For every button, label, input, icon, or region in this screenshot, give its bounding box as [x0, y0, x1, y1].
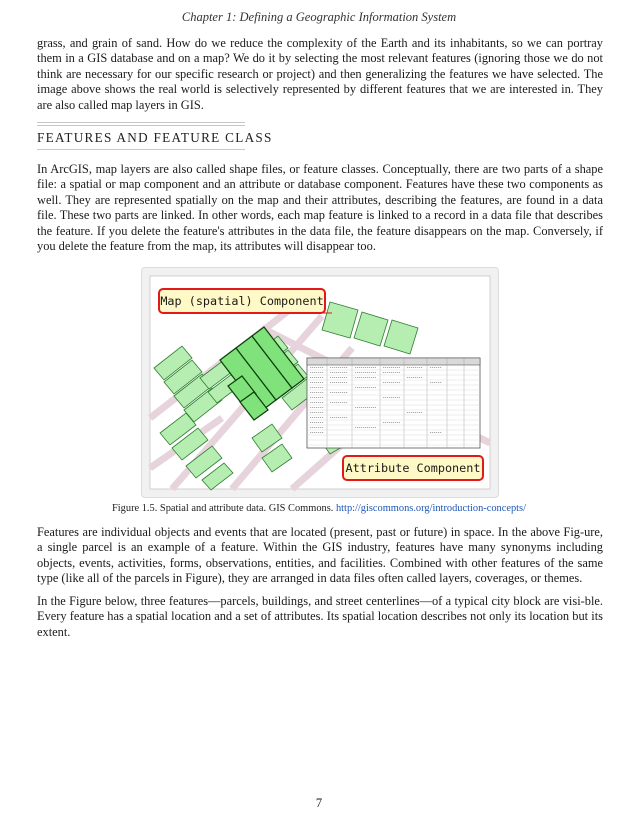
- heading-rule-top-2: [37, 125, 245, 126]
- heading-rule-top: [37, 122, 245, 123]
- spatial-attribute-figure: [141, 267, 499, 498]
- figure-caption: [0, 503, 638, 514]
- spatial-component-label: Map (spatial) Component: [158, 288, 326, 314]
- running-header: Chapter 1: Defining a Geographic Information System: [181, 10, 457, 24]
- features-definition-paragraph: Features are individual objects and events that are located (present, past or future) in space. In the above Fig-ure, a single parcel is an example of a feature. Within the GIS industry, features have many synonyms including objects, events, activities, forms, observations, entities, and facilities. Combined with other features of the same type (like all of the parcels in Figure), they are arranged in data files often called layers, coverages, or themes.: [37, 525, 603, 586]
- intro-paragraph: grass, and grain of sand. How do we reduce the complexity of the Earth and its inhabitants, so we can portray them in a GIS database and on a map? We do it by selecting the most relevant features (ignoring those we do not think are necessary for our specific research or project) and then generalizing the features we have selected. The image above shows the real world is selectively represented by different features that we are interested in. They are also called map layers in GIS.: [37, 36, 603, 112]
- city-block-paragraph: In the Figure below, three features—parcels, buildings, and street centerlines—of a typical city block are visi-ble. Every feature has a spatial location and a set of attributes. Its spatial location describes not only its location but its extent.: [37, 594, 603, 639]
- caption-text: Figure 1.5. Spatial and attribute data. GIS Commons.: [112, 503, 336, 514]
- page-number: 7: [315, 796, 323, 810]
- attribute-table: [307, 358, 480, 448]
- heading-rule-bottom: [37, 149, 245, 150]
- attribute-component-label: Attribute Component: [342, 455, 484, 481]
- feature-class-paragraph: In ArcGIS, map layers are also called shape files, or feature classes. Conceptually, there are two parts of a shape file: a spatial or map component and an attribute or database component. Features have these two components as well. They are represented spatially on the map and their attributes, describing the features, are found in a data file. These two parts are linked. In other words, each map feature is linked to a record in a data file that describes the feature. If you delete the feature's attributes in the data file, the feature disappears on the map. Conversely, if you delete the feature from the map, its attributes will disappear too.: [37, 162, 603, 254]
- section-heading: FEATURES AND FEATURE CLASS: [37, 130, 273, 145]
- caption-link[interactable]: http://giscommons.org/introduction-concepts/: [335, 503, 526, 514]
